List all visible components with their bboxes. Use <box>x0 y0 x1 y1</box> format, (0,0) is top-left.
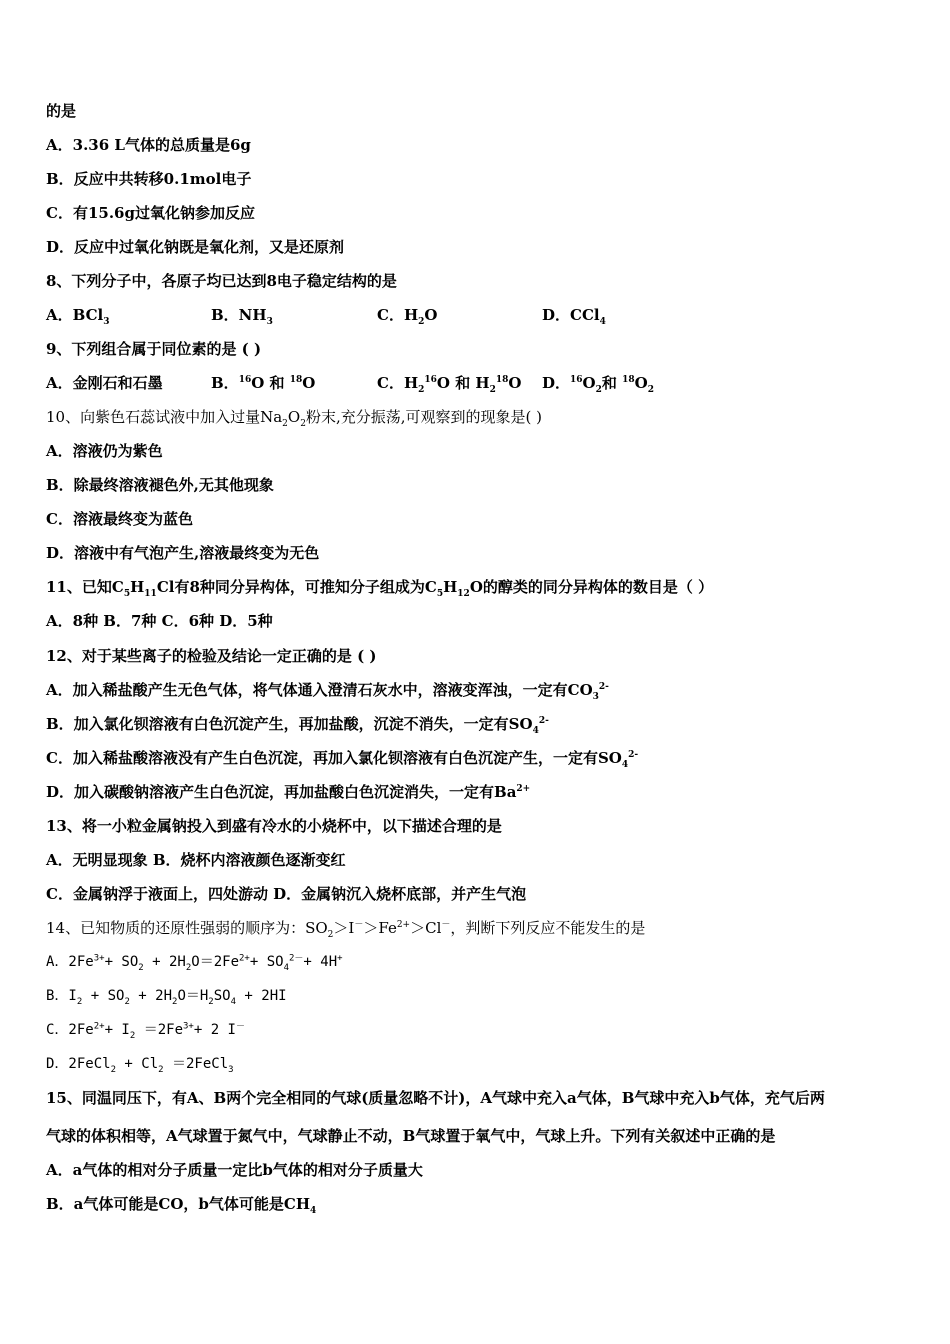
option-a: A．3.36 L气体的总质量是6g <box>46 136 251 154</box>
question-13-options-ab: A．无明显现象 B．烧杯内溶液颜色逐渐变红 <box>46 851 346 869</box>
question-13-options-cd: C．金属钠浮于液面上，四处游动 D．金属钠沉入烧杯底部，并产生气泡 <box>46 885 527 903</box>
option-d: D．$^{16}O_2$和 $^{18}O_2$ <box>542 374 654 395</box>
option-b: B．$I_2 + SO_2 + 2H_2O=H_2SO_4 + 2HI$ <box>46 988 287 1007</box>
option-a: A．$2Fe^{3+}+ SO_2 + 2H_2O=2Fe^{2+}+ SO_4^{2-}+ 4H^+$ <box>46 953 343 973</box>
option-d: D．溶液中有气泡产生,溶液最终变为无色 <box>46 544 320 562</box>
option-a: A．BCl$_3$ <box>46 306 110 327</box>
option-b: B．反应中共转移0.1mol电子 <box>46 170 252 188</box>
option-b: B．$NH_3$ <box>211 306 273 327</box>
option-c: C．$H_2^{16}O$ 和 $H_2^{18}O$ <box>377 374 522 395</box>
option-c: C．溶液最终变为蓝色 <box>46 510 193 528</box>
text-line: 的是 <box>46 102 77 120</box>
option-d: D．加入碳酸钠溶液产生白色沉淀，再加盐酸白色沉淀消失，一定有$Ba^{2+}$ <box>46 783 531 801</box>
option-a: A．金刚石和石墨 <box>46 374 163 392</box>
option-a: A．a气体的相对分子质量一定比b气体的相对分子质量大 <box>46 1161 423 1179</box>
option-b: B．加入氯化钡溶液有白色沉淀产生，再加盐酸，沉淀不消失，一定有$SO_4^{2-}$ <box>46 715 549 736</box>
option-c: C．有15.6g过氧化钠参加反应 <box>46 204 255 222</box>
question-14: 14、已知物质的还原性强弱的顺序为：$SO_2>I^->Fe^{2+}>Cl^-$，判断下列反应不能发生的是 <box>46 919 646 940</box>
question-9: 9、下列组合属于同位素的是 ( ) <box>46 340 262 358</box>
option-a: A．加入稀盐酸产生无色气体，将气体通入澄清石灰水中，溶液变浑浊，一定有$CO_3^{2-}$ <box>46 681 609 702</box>
option-b: B．a气体可能是CO，b气体可能是$CH_4$ <box>46 1195 317 1216</box>
question-10: 10、向紫色石蕊试液中加入过量$Na_2O_2$粉末,充分振荡,可观察到的现象是( ) <box>46 408 542 429</box>
option-c: C．$2Fe^{2+}+ I_2 =2Fe^{3+}+ 2$ I－ <box>46 1021 246 1041</box>
option-d: D．2FeCl$_2$ + $Cl_2$ ＝2FeCl$_3$ <box>46 1056 234 1075</box>
option-a: A．溶液仍为紫色 <box>46 442 163 460</box>
option-c: C．$H_2O$ <box>377 306 438 327</box>
question-11: 11、已知$C_5H_{11}Cl$有8种同分异构体，可推知分子组成为$C_5H_{12}O$的醇类的同分异构体的数目是（ ） <box>46 578 714 599</box>
option-d: D．反应中过氧化钠既是氧化剂，又是还原剂 <box>46 238 345 256</box>
question-11-options: A．8种 B．7种 C．6种 D．5种 <box>46 612 273 630</box>
option-b: B．$^{16}$O 和 $^{18}$O <box>211 374 316 392</box>
question-15-line-1: 15、同温同压下，有A、B两个完全相同的气球(质量忽略不计)，A气球中充入a气体，B气球中充入b气体，充气后两 <box>46 1089 825 1107</box>
question-8: 8、下列分子中，各原子均已达到8电子稳定结构的是 <box>46 272 397 290</box>
option-b: B．除最终溶液褪色外,无其他现象 <box>46 476 274 494</box>
question-13: 13、将一小粒金属钠投入到盛有冷水的小烧杯中，以下描述合理的是 <box>46 817 502 835</box>
question-12: 12、对于某些离子的检验及结论一定正确的是 ( ) <box>46 647 377 665</box>
option-c: C．加入稀盐酸溶液没有产生白色沉淀，再加入氯化钡溶液有白色沉淀产生，一定有$SO_4^{2-}$ <box>46 749 639 770</box>
question-15-line-2: 气球的体积相等，A气球置于氮气中，气球静止不动，B气球置于氧气中，气球上升。下列有关叙述中正确的是 <box>46 1127 776 1145</box>
option-d: D．CCl$_4$ <box>542 306 606 327</box>
